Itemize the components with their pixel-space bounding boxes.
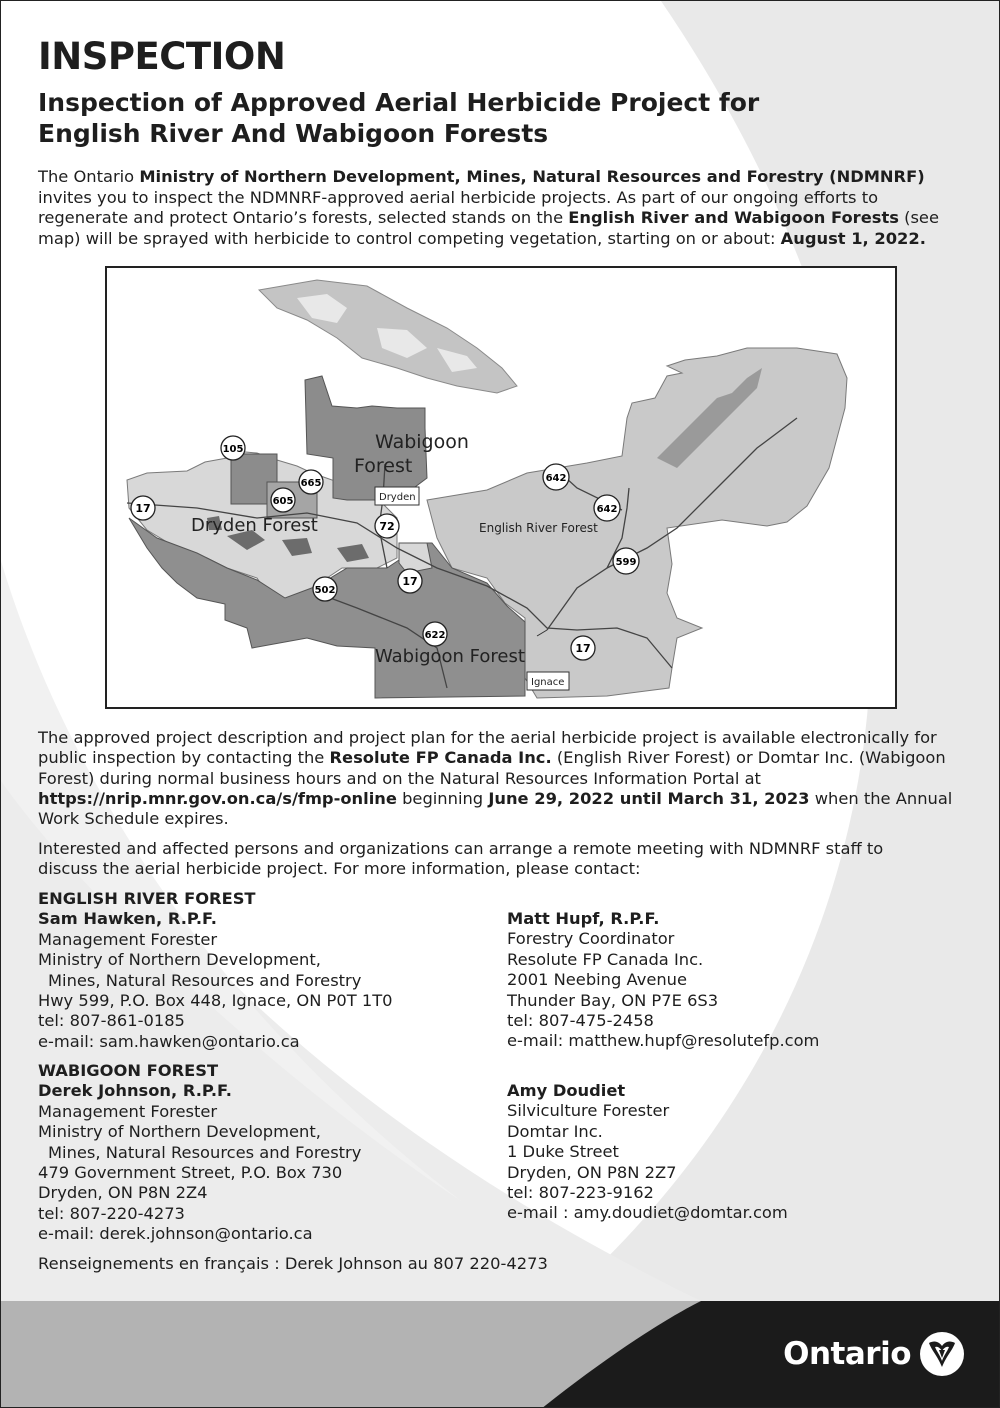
contact-phone: tel: 807-861-0185 xyxy=(38,1011,185,1031)
contact-phone: tel: 807-475-2458 xyxy=(507,1011,654,1031)
contact-phone: tel: 807-223-9162 xyxy=(507,1183,654,1203)
contact-city: Dryden, ON P8N 2Z4 xyxy=(38,1183,208,1203)
route-shield xyxy=(299,470,323,494)
map-label-wabigoon-south: Wabigoon Forest xyxy=(375,646,525,667)
contact-email[interactable]: e-mail: matthew.hupf@resolutefp.com xyxy=(507,1031,820,1051)
svg-text:605: 605 xyxy=(272,496,294,507)
contact-email[interactable]: e-mail: sam.hawken@ontario.ca xyxy=(38,1031,300,1051)
contact-org: Resolute FP Canada Inc. xyxy=(507,949,704,969)
map-town-ignace: Ignace xyxy=(531,677,565,688)
contact-street: 479 Government Street, P.O. Box 730 xyxy=(38,1163,343,1183)
contact-email[interactable]: e-mail: derek.johnson@ontario.ca xyxy=(38,1224,313,1244)
route-shield xyxy=(571,636,595,660)
svg-text:665: 665 xyxy=(300,478,322,489)
route-shield xyxy=(375,514,399,538)
section-heading-wabigoon: WABIGOON FOREST xyxy=(38,1061,219,1080)
contact-name: Derek Johnson, R.P.F. xyxy=(38,1081,232,1101)
svg-text:599: 599 xyxy=(615,557,637,568)
contact-phone: tel: 807-220-4273 xyxy=(38,1203,185,1223)
contact-email[interactable]: e-mail : amy.doudiet@domtar.com xyxy=(507,1203,788,1223)
svg-text:72: 72 xyxy=(379,520,395,533)
page-subtitle: Inspection of Approved Aerial Herbicide Project for English River And Wabigoon Forests xyxy=(38,88,760,148)
svg-text:105: 105 xyxy=(222,444,244,455)
contact-org: Ministry of Northern Development, xyxy=(38,1122,321,1142)
svg-text:622: 622 xyxy=(424,630,446,641)
contact-role: Silviculture Forester xyxy=(507,1101,670,1121)
contact-role: Management Forester xyxy=(38,929,218,949)
forest-map xyxy=(105,266,897,709)
route-shield xyxy=(423,622,447,646)
contact-matt-hupf xyxy=(507,909,967,1052)
contact-sam-hawken xyxy=(38,889,498,1052)
map-label-dryden-forest: Dryden Forest xyxy=(191,515,318,536)
svg-text:17: 17 xyxy=(135,502,151,515)
contact-name: Matt Hupf, R.P.F. xyxy=(507,909,660,928)
trillium-icon xyxy=(919,1331,965,1377)
svg-text:642: 642 xyxy=(596,504,618,515)
contact-address: Hwy 599, P.O. Box 448, Ignace, ON P0T 1T0 xyxy=(38,991,393,1011)
route-shield xyxy=(594,495,620,521)
svg-text:502: 502 xyxy=(314,585,336,596)
route-shield xyxy=(543,464,569,490)
svg-text:642: 642 xyxy=(545,473,567,484)
route-shield xyxy=(221,436,245,460)
french-info-line: Renseignements en français : Derek Johnson au 807 220-4273 xyxy=(38,1254,548,1273)
contact-street: 1 Duke Street xyxy=(507,1142,619,1162)
contact-role: Management Forester xyxy=(38,1101,218,1121)
route-shield xyxy=(271,488,295,512)
page-title: INSPECTION xyxy=(38,35,286,78)
route-shield xyxy=(613,548,639,574)
svg-text:17: 17 xyxy=(575,642,591,655)
route-shield xyxy=(313,577,337,601)
ontario-logo[interactable] xyxy=(783,1331,965,1377)
contact-amy-doudiet xyxy=(507,1081,967,1224)
route-shield xyxy=(131,496,155,520)
intro-paragraph: The Ontario Ministry of Northern Development, Mines, Natural Resources and Forestry (NDMNRF) invites you to inspect the NDMNRF-approved aerial herbicide projects. As part of our ongoing efforts to regenerate and protect Ontario’s forests, selected stands on the English River and Wabigoon Forests (see map) will be sprayed with herbicide to control competing vegetation, starting on or about: August 1, 2022. xyxy=(38,167,939,248)
contact-org: Domtar Inc. xyxy=(507,1121,603,1141)
contact-name: Sam Hawken, R.P.F. xyxy=(38,909,217,929)
svg-text:17: 17 xyxy=(402,575,418,588)
map-label-english-river: English River Forest xyxy=(479,521,598,535)
contact-role: Forestry Coordinator xyxy=(507,929,675,949)
contact-org: Mines, Natural Resources and Forestry xyxy=(48,970,362,990)
map-town-dryden: Dryden xyxy=(379,492,416,503)
section-heading-english-river: ENGLISH RIVER FOREST xyxy=(38,889,256,908)
contact-org: Mines, Natural Resources and Forestry xyxy=(48,1142,362,1162)
meeting-paragraph: Interested and affected persons and organizations can arrange a remote meeting with NDMNRF staff to discuss the aerial herbicide project. For more information, please contact: xyxy=(38,839,884,879)
map-label-wabigoon-north: Wabigoon xyxy=(375,431,469,453)
contact-city: Thunder Bay, ON P7E 6S3 xyxy=(507,990,719,1010)
contact-street: 2001 Neebing Avenue xyxy=(507,970,687,990)
forest-map-svg xyxy=(107,268,895,707)
contact-org: Ministry of Northern Development, xyxy=(38,950,321,970)
contact-city: Dryden, ON P8N 2Z7 xyxy=(507,1162,677,1182)
availability-paragraph: The approved project description and project plan for the aerial herbicide project is available electronically for public inspection by contacting the Resolute FP Canada Inc. (English River Forest) or Domtar Inc. (Wabigoon Forest) during normal business hours and on the Natural Resources Information Portal at https://nrip.mnr.gov.on.ca/s/fmp-online beginning June 29, 2022 until March 31, 2023 when the Annual Work Schedule expires. xyxy=(38,728,953,829)
route-shield xyxy=(398,569,422,593)
contact-name: Amy Doudiet xyxy=(507,1081,626,1100)
contact-derek-johnson xyxy=(38,1061,498,1245)
map-label-wabigoon-north-2: Forest xyxy=(354,455,413,477)
ontario-wordmark: Ontario xyxy=(783,1336,911,1372)
